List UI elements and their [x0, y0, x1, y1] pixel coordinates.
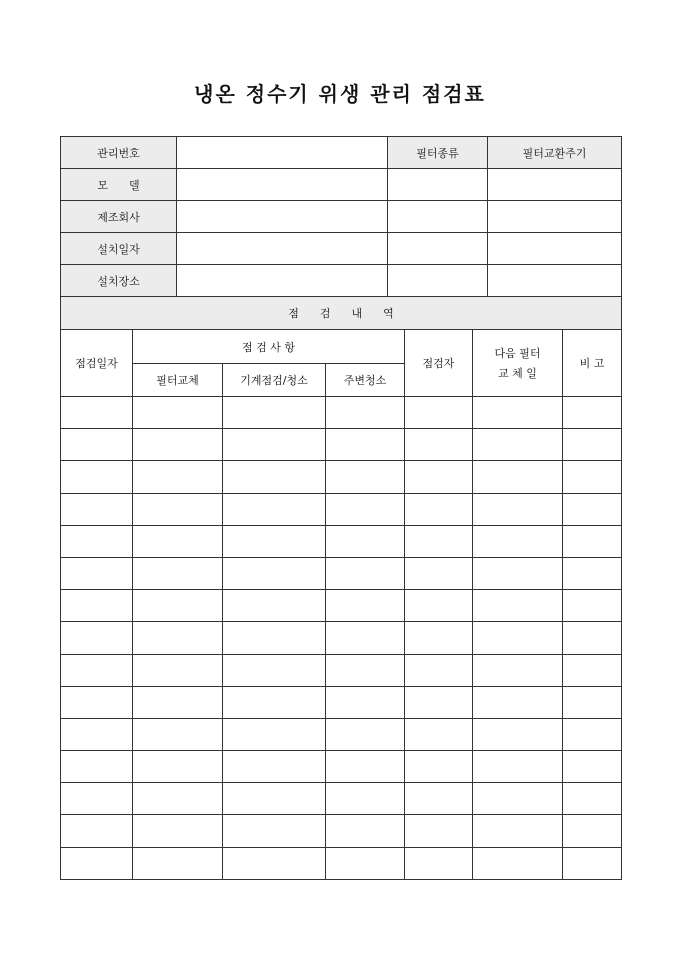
inspection-cell[interactable]	[223, 590, 326, 622]
inspection-cell[interactable]	[405, 686, 473, 718]
inspection-cell[interactable]	[563, 718, 622, 750]
inspection-cell[interactable]	[223, 557, 326, 589]
inspection-cell[interactable]	[563, 461, 622, 493]
inspection-cell[interactable]	[133, 429, 223, 461]
install-date-field[interactable]	[177, 233, 388, 265]
inspection-cell[interactable]	[326, 686, 405, 718]
inspection-cell[interactable]	[223, 847, 326, 879]
inspection-cell[interactable]	[563, 622, 622, 654]
inspection-cell[interactable]	[223, 686, 326, 718]
inspection-cell[interactable]	[61, 751, 133, 783]
inspection-cell[interactable]	[133, 461, 223, 493]
inspection-cell[interactable]	[405, 461, 473, 493]
inspection-cell[interactable]	[405, 654, 473, 686]
inspection-cell[interactable]	[133, 397, 223, 429]
inspection-cell[interactable]	[223, 815, 326, 847]
inspection-cell[interactable]	[326, 525, 405, 557]
section-title-row	[61, 297, 622, 330]
inspection-cell[interactable]	[473, 590, 563, 622]
inspection-cell[interactable]	[473, 397, 563, 429]
inspection-cell[interactable]	[326, 751, 405, 783]
filter-type-field-3[interactable]	[388, 233, 488, 265]
model-label: 모 델	[61, 169, 177, 201]
inspection-cell[interactable]	[61, 461, 133, 493]
inspection-cell[interactable]	[473, 429, 563, 461]
inspection-cell[interactable]	[133, 654, 223, 686]
inspection-cell[interactable]	[61, 429, 133, 461]
inspection-cell[interactable]	[326, 654, 405, 686]
inspection-cell[interactable]	[473, 847, 563, 879]
inspection-cell[interactable]	[405, 397, 473, 429]
inspection-cell[interactable]	[563, 686, 622, 718]
filter-cycle-field-2[interactable]	[488, 201, 622, 233]
inspection-cell[interactable]	[61, 622, 133, 654]
inspection-cell[interactable]	[61, 847, 133, 879]
inspection-cell[interactable]	[563, 783, 622, 815]
inspection-cell[interactable]	[61, 686, 133, 718]
install-place-field[interactable]	[177, 265, 388, 297]
inspection-cell[interactable]	[61, 493, 133, 525]
info-row-manufacturer	[61, 201, 622, 233]
inspection-cell[interactable]	[61, 718, 133, 750]
inspection-row	[61, 525, 622, 557]
inspection-cell[interactable]	[133, 622, 223, 654]
inspection-cell[interactable]	[405, 847, 473, 879]
inspection-cell[interactable]	[133, 686, 223, 718]
section-title: 점 검 내 역	[61, 297, 622, 330]
inspection-cell[interactable]	[326, 783, 405, 815]
inspection-cell[interactable]	[223, 783, 326, 815]
inspection-detail-table	[60, 296, 622, 880]
document-title: 냉온 정수기 위생 관리 점검표	[194, 82, 486, 106]
info-row-install-place	[61, 265, 622, 297]
inspection-cell[interactable]	[223, 751, 326, 783]
inspection-cell[interactable]	[133, 557, 223, 589]
inspection-cell[interactable]	[473, 783, 563, 815]
inspection-cell[interactable]	[133, 493, 223, 525]
inspection-row	[61, 397, 622, 429]
inspection-cell[interactable]	[473, 718, 563, 750]
inspection-row	[61, 686, 622, 718]
inspection-cell[interactable]	[223, 461, 326, 493]
inspection-cell[interactable]	[326, 815, 405, 847]
inspection-cell[interactable]	[61, 815, 133, 847]
equipment-info-table	[60, 136, 622, 297]
manufacturer-label: 제조회사	[61, 201, 177, 233]
inspection-cell[interactable]	[61, 397, 133, 429]
inspection-cell[interactable]	[223, 525, 326, 557]
inspection-cell[interactable]	[133, 751, 223, 783]
inspection-cell[interactable]	[473, 654, 563, 686]
inspection-cell[interactable]	[326, 429, 405, 461]
inspection-cell[interactable]	[563, 429, 622, 461]
filter-cycle-field-4[interactable]	[488, 265, 622, 297]
inspection-cell[interactable]	[326, 397, 405, 429]
inspection-cell[interactable]	[133, 847, 223, 879]
inspection-cell[interactable]	[405, 815, 473, 847]
inspection-cell[interactable]	[223, 654, 326, 686]
inspection-row	[61, 493, 622, 525]
inspection-cell[interactable]	[405, 718, 473, 750]
inspection-row	[61, 557, 622, 589]
inspection-cell[interactable]	[133, 718, 223, 750]
inspection-items-header: 점 검 사 항	[133, 330, 405, 364]
inspection-cell[interactable]	[563, 654, 622, 686]
filter-type-field-4[interactable]	[388, 265, 488, 297]
machine-check-header: 기계점검/청소	[223, 364, 326, 397]
inspection-cell[interactable]	[223, 622, 326, 654]
inspector-header: 점검자	[405, 330, 473, 397]
filter-cycle-field[interactable]	[488, 169, 622, 201]
filter-cycle-label: 필터교환주기	[488, 137, 622, 169]
inspection-row	[61, 461, 622, 493]
inspection-row	[61, 751, 622, 783]
info-row-model	[61, 169, 622, 201]
inspection-cell[interactable]	[223, 718, 326, 750]
inspection-cell[interactable]	[133, 815, 223, 847]
inspection-cell[interactable]	[473, 461, 563, 493]
inspection-cell[interactable]	[563, 397, 622, 429]
filter-type-label: 필터종류	[388, 137, 488, 169]
next-filter-header	[473, 330, 563, 397]
inspection-cell[interactable]	[473, 815, 563, 847]
install-place-label: 설치장소	[61, 265, 177, 297]
inspection-cell[interactable]	[61, 557, 133, 589]
inspection-cell[interactable]	[326, 622, 405, 654]
inspection-cell[interactable]	[563, 847, 622, 879]
filter-cycle-field-3[interactable]	[488, 233, 622, 265]
filter-type-field-2[interactable]	[388, 201, 488, 233]
inspection-cell[interactable]	[473, 493, 563, 525]
inspection-cell[interactable]	[405, 557, 473, 589]
info-row-management	[61, 137, 622, 169]
inspection-cell[interactable]	[473, 622, 563, 654]
inspection-cell[interactable]	[473, 686, 563, 718]
next-filter-line1: 다음 필터	[494, 347, 541, 360]
inspection-cell[interactable]	[326, 461, 405, 493]
inspection-row	[61, 654, 622, 686]
inspection-cell[interactable]	[563, 590, 622, 622]
inspection-cell[interactable]	[473, 557, 563, 589]
inspection-row	[61, 847, 622, 879]
inspection-row	[61, 429, 622, 461]
inspection-cell[interactable]	[405, 622, 473, 654]
filter-replace-header: 필터교체	[133, 364, 223, 397]
inspection-cell[interactable]	[405, 751, 473, 783]
inspection-row	[61, 590, 622, 622]
inspection-cell[interactable]	[405, 493, 473, 525]
info-row-install-date	[61, 233, 622, 265]
inspection-cell[interactable]	[405, 783, 473, 815]
manufacturer-field[interactable]	[177, 201, 388, 233]
inspection-cell[interactable]	[223, 397, 326, 429]
surrounding-clean-header: 주변청소	[326, 364, 405, 397]
inspection-cell[interactable]	[326, 847, 405, 879]
inspection-cell[interactable]	[133, 525, 223, 557]
inspection-cell[interactable]	[473, 525, 563, 557]
inspection-cell[interactable]	[326, 493, 405, 525]
management-no-field[interactable]	[177, 137, 388, 169]
inspection-cell[interactable]	[326, 557, 405, 589]
inspection-cell[interactable]	[563, 493, 622, 525]
inspection-cell[interactable]	[133, 783, 223, 815]
inspection-cell[interactable]	[223, 493, 326, 525]
inspection-cell[interactable]	[133, 590, 223, 622]
inspection-cell[interactable]	[563, 815, 622, 847]
filter-type-field[interactable]	[388, 169, 488, 201]
management-no-label: 관리번호	[61, 137, 177, 169]
inspection-date-header: 점검일자	[61, 330, 133, 397]
inspection-cell[interactable]	[405, 525, 473, 557]
inspection-row	[61, 783, 622, 815]
inspection-row	[61, 815, 622, 847]
inspection-row	[61, 718, 622, 750]
inspection-cell[interactable]	[326, 590, 405, 622]
install-date-label: 설치일자	[61, 233, 177, 265]
inspection-cell[interactable]	[473, 751, 563, 783]
inspection-cell[interactable]	[405, 429, 473, 461]
inspection-cell[interactable]	[61, 654, 133, 686]
remarks-header: 비 고	[563, 330, 622, 397]
model-field[interactable]	[177, 169, 388, 201]
inspection-cell[interactable]	[563, 525, 622, 557]
inspection-cell[interactable]	[563, 557, 622, 589]
inspection-cell[interactable]	[61, 590, 133, 622]
next-filter-line2: 교 체 일	[498, 367, 537, 380]
inspection-row	[61, 622, 622, 654]
header-row-1	[61, 330, 622, 364]
inspection-cell[interactable]	[326, 718, 405, 750]
inspection-cell[interactable]	[61, 525, 133, 557]
inspection-cell[interactable]	[223, 429, 326, 461]
inspection-cell[interactable]	[405, 590, 473, 622]
inspection-cell[interactable]	[563, 751, 622, 783]
inspection-cell[interactable]	[61, 783, 133, 815]
